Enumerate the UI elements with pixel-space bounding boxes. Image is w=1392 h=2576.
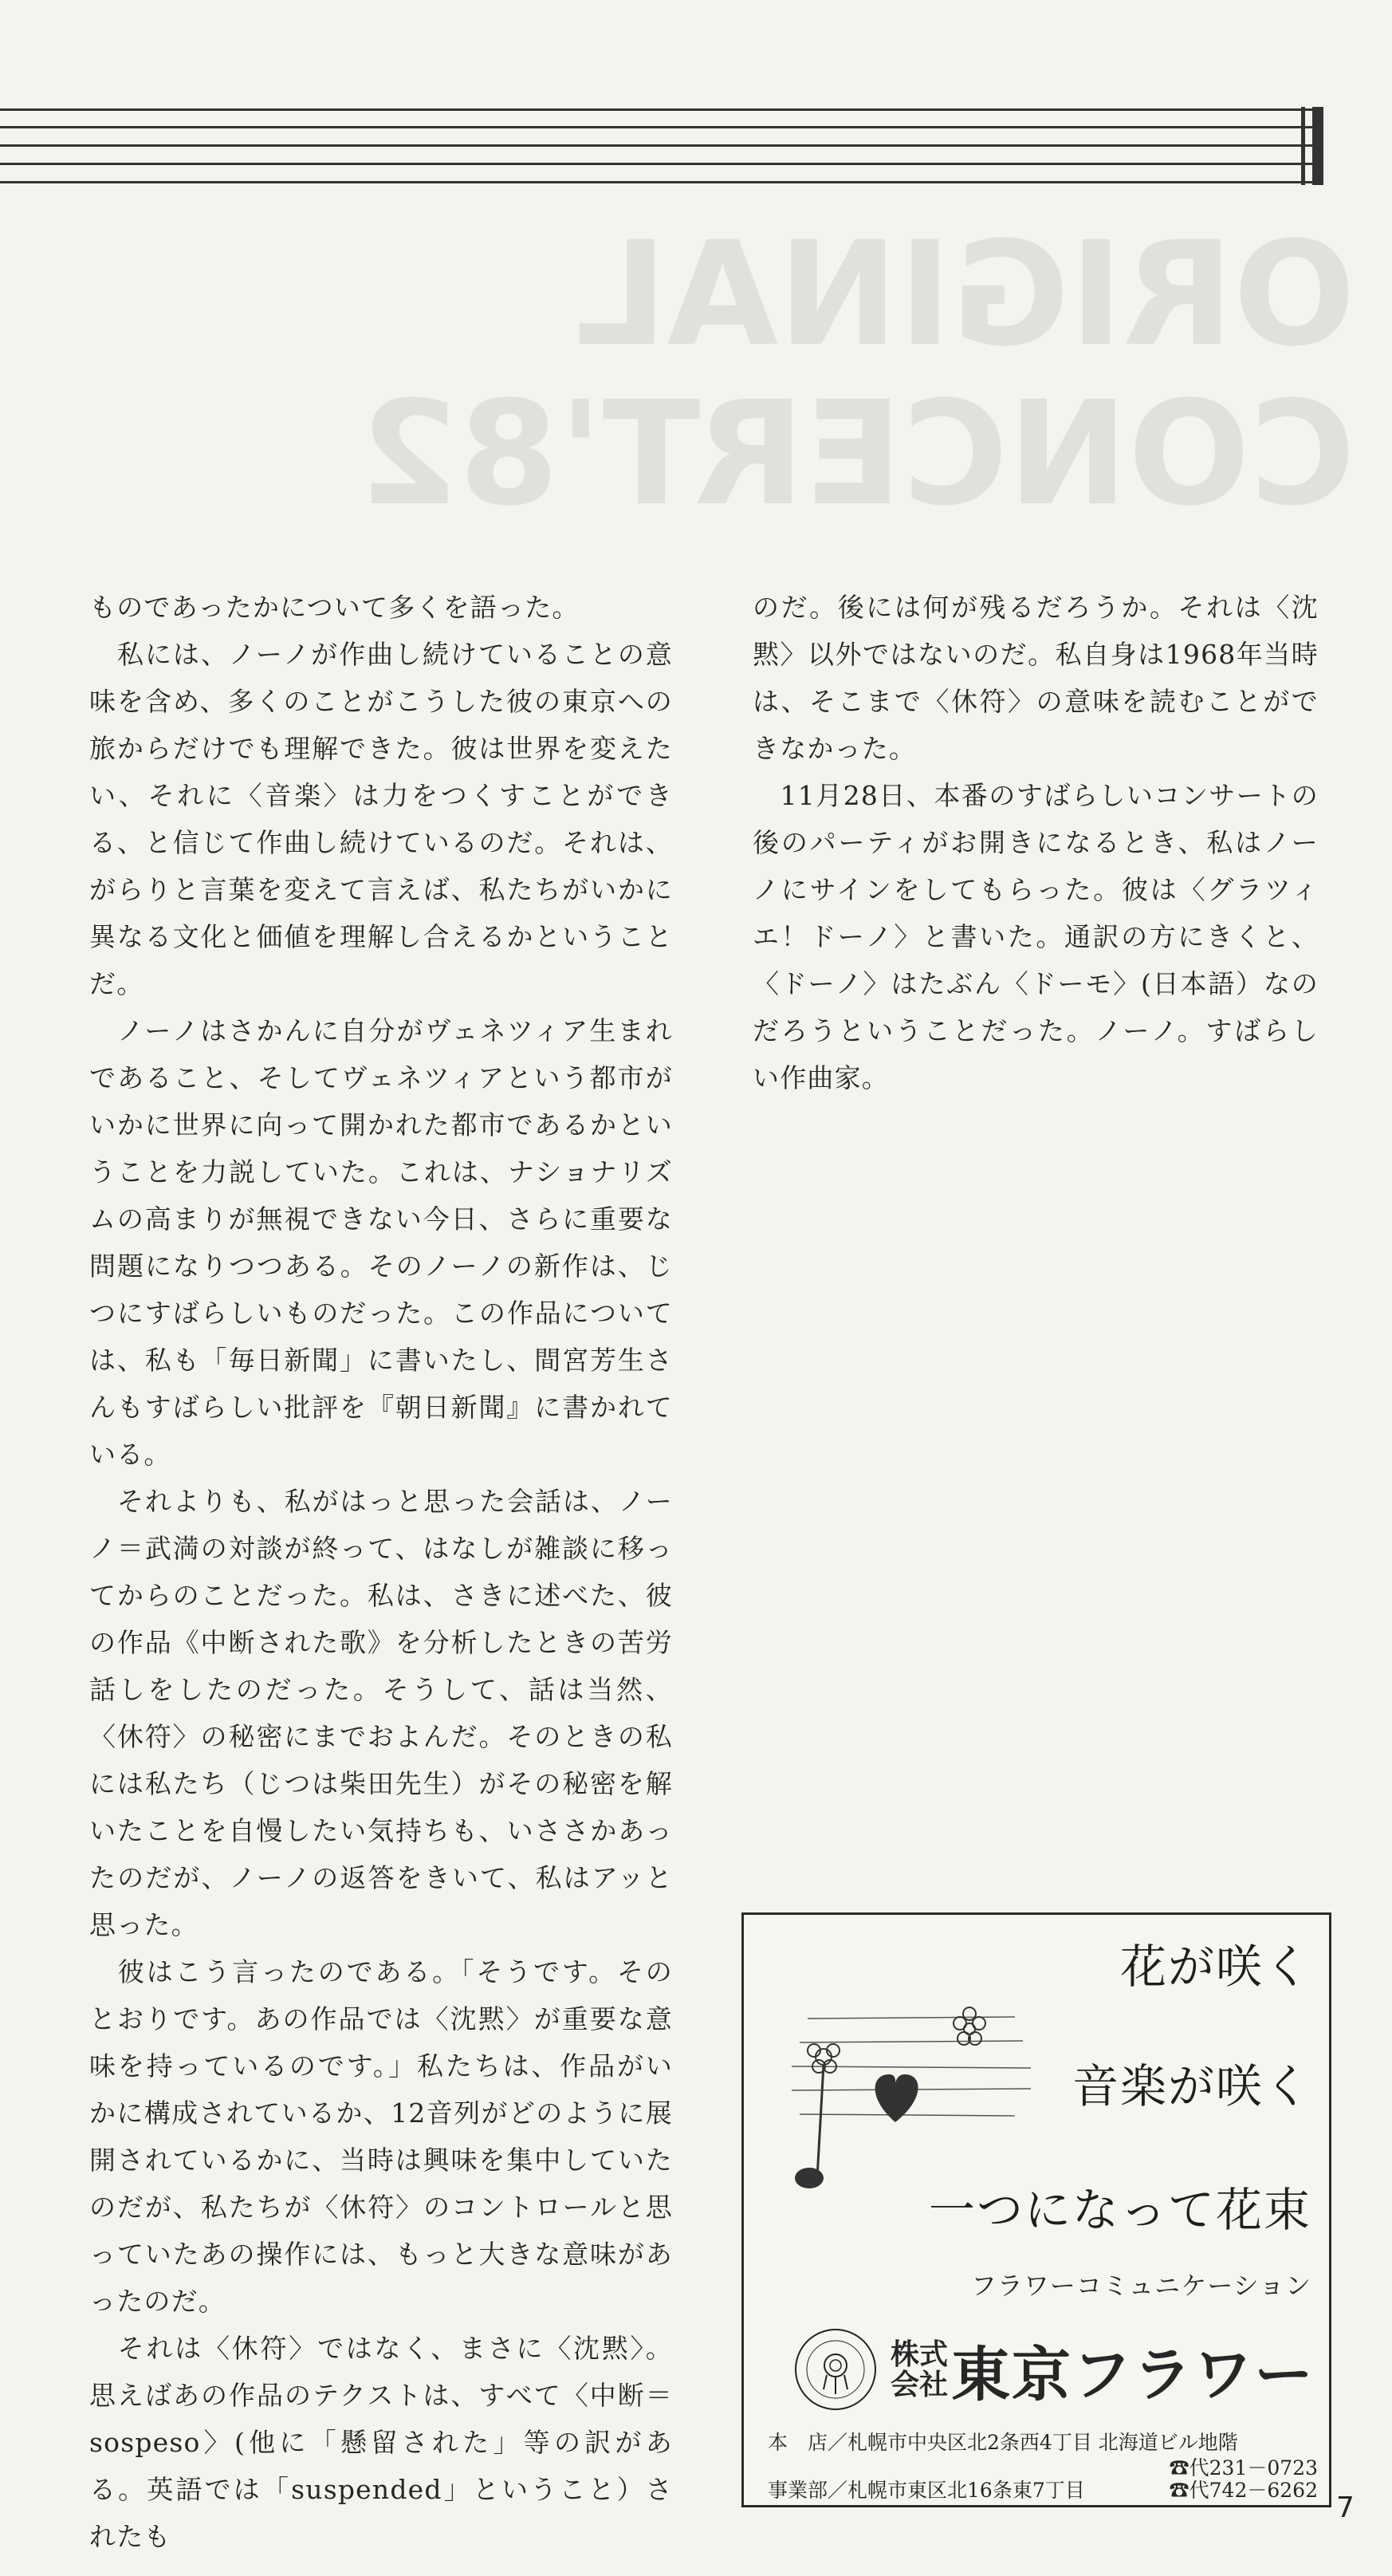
- flower-music-illustration: [776, 1995, 1047, 2202]
- ad-slogan-2: 音楽が咲く: [1072, 2059, 1311, 2113]
- head-office-phone: ☎代231－0723: [1169, 2456, 1318, 2479]
- paragraph: のだ。後には何が残るだろうか。それは〈沈黙〉以外ではないのだ。私自身は1968年当時は、そこまで〈休符〉の意味を読むことができなかった。: [753, 592, 1319, 764]
- staff-barline: [1301, 107, 1305, 185]
- staff-line: [0, 181, 1312, 183]
- article-right-column: [753, 584, 1319, 1101]
- advertisement-box: [741, 1912, 1331, 2507]
- paragraph: 彼はこう言ったのである。「そうです。そのとおりです。あの作品では〈沈黙〉が重要な意味を持っているのです。」私たちは、作品がいかに構成されているか、12音列がどのように展開されているかに、当時は興味を集中していたのだが、私たちが〈休符〉のコントロールと思っていたあの操作には、もっと大きな意味があったのだ。: [89, 1956, 673, 2317]
- paragraph: 私には、ノーノが作曲し続けていることの意味を含め、多くのことがこうした彼の東京への旅からだけでも理解できた。彼は世界を変えたい、それに〈音楽〉は力をつくすことができる、と信じて作曲し続けているのだ。それは、がらりと言葉を変えて言えば、私たちがいかに異なる文化と価値を理解し合えるかということだ。: [89, 639, 673, 999]
- company-type-line-2: 会社: [890, 2369, 948, 2401]
- paragraph: ものであったかについて多くを語った。: [89, 592, 580, 623]
- head-office-address: 札幌市中央区北2条西4丁目 北海道ビル地階: [847, 2431, 1238, 2454]
- staff-final-barline: [1312, 107, 1323, 185]
- head-office-address-line: [768, 2427, 1318, 2456]
- rose-logo-icon: [792, 2326, 879, 2413]
- ad-slogan-3: 一つになって花束: [928, 2183, 1311, 2237]
- ad-slogan-1: 花が咲く: [1119, 1940, 1311, 1994]
- business-dept-phone: ☎代742－6262: [1169, 2479, 1318, 2502]
- flower-icon: [954, 2007, 985, 2045]
- company-type: [887, 2340, 951, 2401]
- business-dept-address-line: [768, 2475, 1318, 2503]
- music-staff-header: [0, 102, 1323, 188]
- company-type-line-1: 株式: [890, 2338, 948, 2371]
- staff-line: [0, 126, 1312, 128]
- staff-line: [0, 108, 1312, 111]
- bleed-through-graphic: ORIGINAL CONCERT'82: [359, 211, 1355, 538]
- paragraph: 11月28日、本番のすばらしいコンサートの後のパーティがお開きになるとき、私はノーノにサインをしてもらった。彼は〈グラツィエ！ドーノ〉と書いた。通訳の方にきくと、〈ドーノ〉はたぶん〈ドーモ〉(日本語）なのだろうということだった。ノーノ。すばらしい作曲家。: [753, 780, 1319, 1093]
- business-dept-address: 札幌市東区北16条東7丁目: [847, 2479, 1085, 2502]
- ad-tagline: フラワーコミュニケーション: [970, 2271, 1311, 2301]
- flower-note-icon: [795, 2044, 840, 2188]
- page-number: 7: [1336, 2491, 1355, 2524]
- head-office-label: 本 店／: [768, 2431, 848, 2454]
- paragraph: それよりも、私がはっと思った会話は、ノーノ＝武満の対談が終って、はなしが雑談に移ってからのことだった。私は、さきに述べた、彼の作品《中断された歌》を分析したときの苦労話しをしたのだった。そうして、話は当然、〈休符〉の秘密にまでおよんだ。そのときの私には私たち（じつは柴田先生）がその秘密を解いたことを自慢したい気持ちも、いささかあったのだが、ノーノの返答をきいて、私はアッと思った。: [89, 1486, 673, 1940]
- article-left-column: [89, 584, 673, 2560]
- company-name: [887, 2328, 1315, 2413]
- staff-line: [0, 163, 1312, 165]
- paragraph: それは〈休符〉ではなく、まさに〈沈黙〉。思えばあの作品のテクストは、すべて〈中断＝sospeso〉(他に「懸留された」等の訳がある。英語では「suspended」ということ）されたも: [89, 2333, 673, 2552]
- paragraph: ノーノはさかんに自分がヴェネツィア生まれであること、そしてヴェネツィアという都市がいかに世界に向って開かれた都市であるかということを力説していた。これは、ナショナリズムの高まりが無視できない今日、さらに重要な問題になりつつある。そのノーノの新作は、じつにすばらしいものだった。この作品については、私も「毎日新聞」に書いたし、間宮芳生さんもすばらしい批評を『朝日新聞』に書かれている。: [89, 1015, 673, 1470]
- company-name-text: 東京フラワー: [951, 2341, 1315, 2409]
- staff-line: [0, 144, 1312, 147]
- business-dept-label: 事業部／: [768, 2479, 848, 2502]
